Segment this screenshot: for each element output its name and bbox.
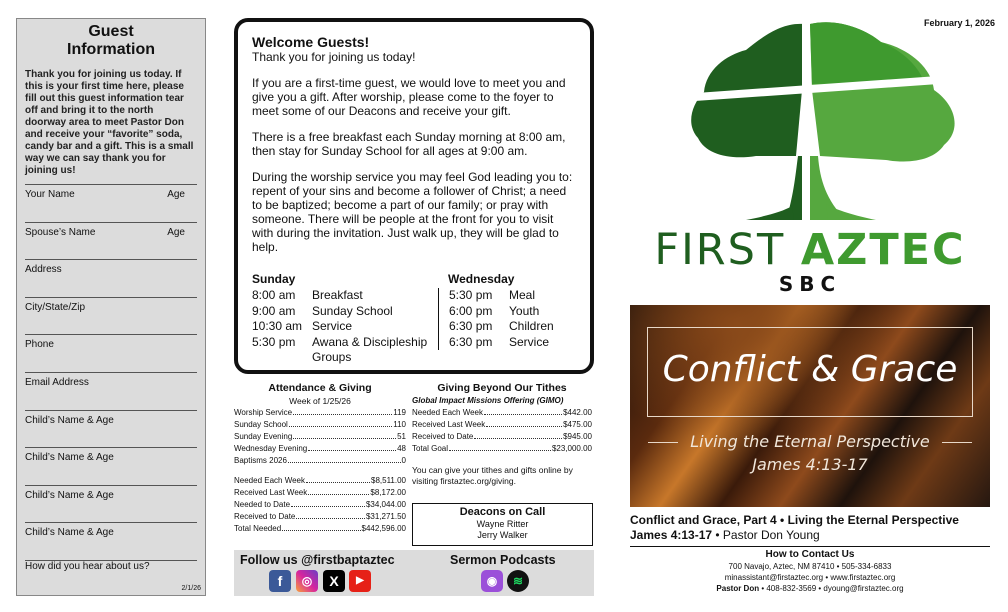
sermon-title: Conflict and Grace, Part 4 • Living the Eternal Perspective xyxy=(630,513,959,527)
instagram-icon[interactable]: ◎ xyxy=(296,570,318,592)
attendance-row: Sunday Evening 51 xyxy=(234,432,406,441)
facebook-icon[interactable]: f xyxy=(269,570,291,592)
follow-label: Follow us @firstbaptaztec xyxy=(240,553,395,567)
tree-cross-logo xyxy=(686,20,962,230)
guest-information-card xyxy=(16,18,206,596)
giving-row: Received to Date $31,271.50 xyxy=(234,512,406,521)
field-child-4[interactable]: Child’s Name & Age xyxy=(25,523,197,561)
field-spouse-name[interactable]: Spouse’s Name Age xyxy=(25,223,197,261)
schedule-row: 6:00 pm Youth xyxy=(449,303,540,318)
church-sbc: SBC xyxy=(778,272,842,296)
attendance-giving xyxy=(234,382,406,535)
welcome-paragraph-2: There is a free breakfast each Sunday morning at 8:00 am, then stay for Sunday School for all ages at 9:00 am. xyxy=(252,130,566,158)
church-name: FIRST AZTEC xyxy=(654,225,966,275)
attendance-row: Baptisms 2026 0 xyxy=(234,456,406,465)
gimo-row: Received to Date $945.00 xyxy=(412,432,592,441)
welcome-paragraph-3: During the worship service you may feel God leading you to: repent of your sins and become a follower of Christ; a need to be baptized; become a part of our family; or pray with someone. There will be people at the front for you to visit with during the invitation. Just walk up, they will be glad to help. xyxy=(252,170,573,254)
gimo-row: Needed Each Week $442.00 xyxy=(412,408,592,417)
apple-podcasts-icon[interactable]: ◉ xyxy=(481,570,503,592)
x-icon[interactable]: X xyxy=(323,570,345,592)
field-address[interactable]: Address xyxy=(25,260,197,298)
contact-title: How to Contact Us xyxy=(765,549,855,560)
deacons-title: Deacons on Call xyxy=(459,506,546,518)
giving-title: Giving Beyond Our Tithes xyxy=(437,382,567,394)
schedule-row: 10:30 am Service xyxy=(252,319,353,333)
sermon-ref: James 4:13-17 xyxy=(630,528,713,542)
field-your-name[interactable]: Your Name Age xyxy=(25,185,197,223)
contact-pastor[interactable]: • 408-832-3569 • dyoung@firstaztec.org xyxy=(759,584,904,593)
schedule-row: 8:00 am Breakfast xyxy=(252,288,363,302)
giving-row: Needed to Date $34,044.00 xyxy=(234,500,406,509)
online-giving-note[interactable]: You can give your tithes and gifts online by visiting firstaztec.org/giving. xyxy=(412,465,573,486)
banner-scripture: James 4:13-17 xyxy=(752,455,868,474)
contact-pastor-label: Pastor Don xyxy=(716,584,760,593)
wednesday-schedule xyxy=(448,272,598,350)
youtube-icon[interactable]: ▶ xyxy=(349,570,371,592)
wednesday-title: Wednesday xyxy=(448,272,515,286)
giving-row: Total Needed $442,596.00 xyxy=(234,524,406,533)
schedule-row: 9:00 am Sunday School xyxy=(252,303,393,318)
guest-fields xyxy=(25,185,197,561)
sermon-info xyxy=(630,513,990,543)
gimo-subtitle: Global Impact Missions Offering (GIMO) xyxy=(412,396,564,405)
deacon-name: Jerry Walker xyxy=(477,530,528,540)
bulletin-date: February 1, 2026 xyxy=(924,18,996,28)
field-child-2[interactable]: Child’s Name & Age xyxy=(25,448,197,486)
guest-date: 2/1/26 xyxy=(181,585,201,592)
podcasts-label: Sermon Podcasts xyxy=(450,553,556,567)
field-city-state-zip[interactable]: City/State/Zip xyxy=(25,298,197,336)
schedule-row: 6:30 pm Service xyxy=(449,334,550,349)
schedule-row: 6:30 pm Children xyxy=(449,319,554,333)
sermon-pastor: • Pastor Don Young xyxy=(712,528,820,542)
welcome-box xyxy=(234,18,594,374)
schedule-row: 5:30 pm Meal xyxy=(449,288,536,302)
welcome-thanks: Thank you for joining us today! xyxy=(252,50,416,64)
giving-beyond xyxy=(412,382,592,487)
attendance-week: Week of 1/25/26 xyxy=(289,396,351,406)
banner-title: Conflict & Grace xyxy=(662,349,958,390)
schedule-row: 5:30 pm Awana & Discipleship Groups xyxy=(252,334,428,364)
field-email[interactable]: Email Address xyxy=(25,373,197,411)
contact-address: 700 Navajo, Aztec, NM 87410 • 505-334-6833 xyxy=(728,562,892,571)
welcome-paragraph-1: If you are a first-time guest, we would love to meet you and give you a gift. After worship, please come to the foyer to meet some of our Deacons and receive your gift. xyxy=(252,76,566,118)
sunday-title: Sunday xyxy=(252,272,296,286)
guest-intro: Thank you for joining us today. If this is your first time here, please fill out this guest information tear off and bring it to the north doorway area to meet Pastor Don and receive your “favorite” soda, candy bar and a gift. This is a small way we can say thank you for joining us! xyxy=(25,69,194,176)
field-child-3[interactable]: Child’s Name & Age xyxy=(25,486,197,524)
deacons-on-call xyxy=(412,503,593,546)
deacon-name: Wayne Ritter xyxy=(476,519,529,529)
field-phone[interactable]: Phone xyxy=(25,335,197,373)
giving-row: Received Last Week $8,172.00 xyxy=(234,488,406,497)
welcome-heading: Welcome Guests! xyxy=(252,34,370,50)
attendance-title: Attendance & Giving xyxy=(268,382,372,394)
field-how-heard[interactable]: How did you hear about us? xyxy=(25,561,150,572)
contact-info xyxy=(630,549,990,594)
contact-web[interactable]: minassistant@firstaztec.org • www.firstaztec.org xyxy=(724,573,896,582)
guest-title: Guest Information xyxy=(67,23,155,58)
field-child-1[interactable]: Child’s Name & Age xyxy=(25,411,197,449)
attendance-row: Wednesday Evening 48 xyxy=(234,444,406,453)
sunday-schedule xyxy=(252,272,442,366)
gimo-row: Total Goal $23,000.00 xyxy=(412,444,592,453)
gimo-row: Received Last Week $475.00 xyxy=(412,420,592,429)
banner-subtitle: Living the Eternal Perspective xyxy=(690,432,930,451)
giving-row: Needed Each Week $8,511.00 xyxy=(234,476,406,485)
spotify-icon[interactable]: ≋ xyxy=(507,570,529,592)
attendance-row: Worship Service 119 xyxy=(234,408,406,417)
attendance-row: Sunday School 110 xyxy=(234,420,406,429)
sermon-banner xyxy=(630,305,990,507)
social-footer xyxy=(234,550,594,596)
